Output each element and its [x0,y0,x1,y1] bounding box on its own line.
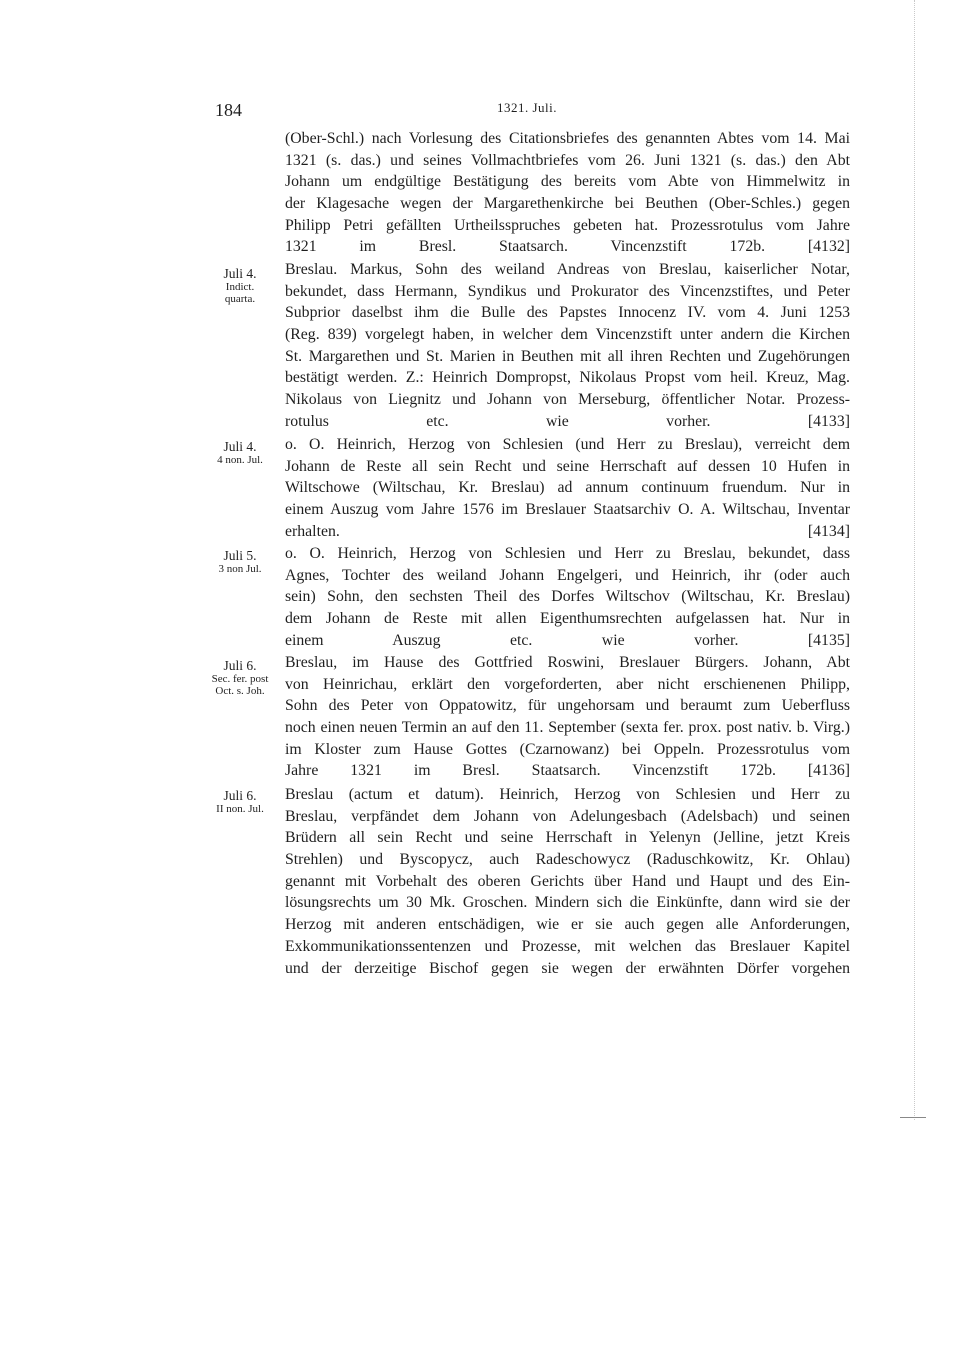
entry-4137 [285,784,850,979]
text-line: Breslau (actum et datum). Heinrich, Herzog von Schlesien und Herr zu [285,786,850,803]
margin-note: Sec. fer. post [211,673,269,685]
margin-date [200,789,280,815]
text-line: lösungsrechts um 30 Mk. Groschen. Mindern sich die Einkünfte, dann wird sie der [285,894,850,912]
entry-4133 [285,259,850,433]
text-line: (Reg. 839) vorgelegt haben, in welcher dem Vincenzstift unter andern die Kirchen [285,326,850,344]
margin-date [200,267,280,305]
text-line: rotulus etc. wie vorher. [4133] [285,412,850,430]
text-line: Johann um endgültige Bestätigung des bereits vom Abte von Himmelwitz in [285,173,850,191]
text-line: o. O. Heinrich, Herzog von Schlesien und Herr zu Breslau, bekundet, dass [285,545,850,562]
text-line: der Klagesache wegen der Margarethenkirche bei Beuthen (Ober-Schles.) gegen [285,195,850,213]
text-line: Johann de Reste all sein Recht und seine Herrschaft auf dessen 10 Hufen in [285,457,850,475]
entry-4136 [285,652,850,782]
running-head: 1321. Juli. [497,100,558,115]
margin-date [200,659,280,697]
margin-date-text: Juli 4. [223,439,257,454]
scan-edge-line [914,0,916,1120]
text-line: bekundet, dass Hermann, Syndikus und Prokurator des Vincenzstiftes, und Peter [285,282,850,300]
scan-edge-mark [900,1117,926,1118]
margin-date-text: Juli 5. [223,548,257,563]
text-line: einem Auszug vom Jahre 1576 im Breslauer Staatsarchiv O. A. Wiltschau, Inventar [285,501,850,519]
text-line: erhalten. [4134] [285,522,850,540]
text-line: dem Johann de Reste mit allen Eigenthumsrechten aufgelassen hat. Nur in [285,610,850,628]
text-line: im Kloster zum Hause Gottes (Czarnowanz) bei Oppeln. Prozessrotulus vom [285,740,850,758]
text-line: 1321 (s. das.) und seines Vollmachtbriefes vom 26. Juni 1321 (s. das.) den Abt [285,151,850,169]
text-line: St. Margarethen und St. Marien in Beuthen mit all ihren Rechten und Zugehörungen [285,347,850,365]
margin-date-text: Juli 6. [223,658,257,673]
text-line: Breslau, im Hause des Gottfried Roswini, Breslauer Bürgers. Johann, Abt [285,654,850,671]
text-line: Exkommunikationssentenzen und Prozesse, mit welchen das Breslauer Kapitel [285,937,850,955]
margin-date [200,549,280,575]
text-line: Jahre 1321 im Bresl. Staatsarch. Vincenzstift 172b. [4136] [285,762,850,780]
text-line: Nikolaus von Liegnitz und Johann von Merseburg, öffentlicher Notar. Prozess- [285,391,850,409]
margin-note: 3 non Jul. [218,563,262,575]
margin-note: Indict. [225,281,255,293]
margin-date-text: Juli 6. [223,788,257,803]
text-line: 1321 im Bresl. Staatsarch. Vincenzstift 172b. [4132] [285,238,850,256]
text-line: einem Auszug etc. wie vorher. [4135] [285,631,850,649]
text-line: von Heinrichau, erklärt den vorgeforderten, aber nicht erschienenen Philipp, [285,675,850,693]
margin-note: Oct. s. Joh. [215,685,265,697]
text-line: Breslau, verpfändet dem Johann von Adelungesbach (Adelsbach) und seinen [285,807,850,825]
margin-note: 4 non. Jul. [217,454,263,466]
text-line: Breslau. Markus, Sohn des weiland Andreas von Breslau, kaiserlicher Notar, [285,261,850,278]
margin-date-text: Juli 4. [223,266,257,281]
text-line: Philipp Petri gefällten Urtheilsspruches gebeten hat. Prozessrotulus vom Jahre [285,216,850,234]
text-line: noch einen neuen Termin an auf den 11. September (sexta fer. prox. post nativ. b. Virg.) [285,719,850,737]
text-line: sein) Sohn, den sechsten Theil des Dorfes Wiltschov (Wiltschau, Kr. Breslau) [285,588,850,606]
intro-paragraph [285,128,850,258]
text-line: Strehlen) und Byscopycz, auch Radeschowycz (Raduschkowitz, Kr. Ohlau) [285,851,850,869]
text-line: bestätigt werden. Z.: Heinrich Dompropst, Nikolaus Propst vom heil. Kreuz, Mag. [285,369,850,387]
page-number: 184 [215,100,242,120]
entry-4134 [285,434,850,542]
text-line: (Ober-Schl.) nach Vorlesung des Citationsbriefes des genannten Abtes vom 14. Mai [285,130,850,147]
margin-note: quarta. [224,293,256,305]
text-line: o. O. Heinrich, Herzog von Schlesien (und Herr zu Breslau), verreicht dem [285,436,850,453]
text-line: Brüdern all sein Recht und seine Herrschaft in Yelenyn (Jelline, jetzt Kreis [285,829,850,847]
text-line: Sohn des Peter von Oppatowitz, für ungehorsam und beraumt zum Ueberfluss [285,697,850,715]
text-line: genannt mit Vorbehalt des oberen Gerichts über Hand und Haupt und des Ein- [285,872,850,890]
text-line: Agnes, Tochter des weiland Johann Engelgeri, und Heinrich, ihr (oder auch [285,566,850,584]
text-line: Herzog mit anderen entschädigen, wie er sie auch gegen alle Anforderungen, [285,916,850,934]
margin-note: II non. Jul. [216,803,264,815]
margin-date [200,440,280,466]
text-line: Subprior daselbst ihm die Bulle des Papstes Innocenz IV. vom 4. Juni 1253 [285,304,850,322]
text-line: Wiltschowe (Wiltschau, Kr. Breslau) ad annum continuum fruendum. Nur in [285,479,850,497]
entry-4135 [285,543,850,651]
text-line: und der derzeitige Bischof gegen sie wegen der erwähnten Dörfer vorgehen [285,959,850,977]
